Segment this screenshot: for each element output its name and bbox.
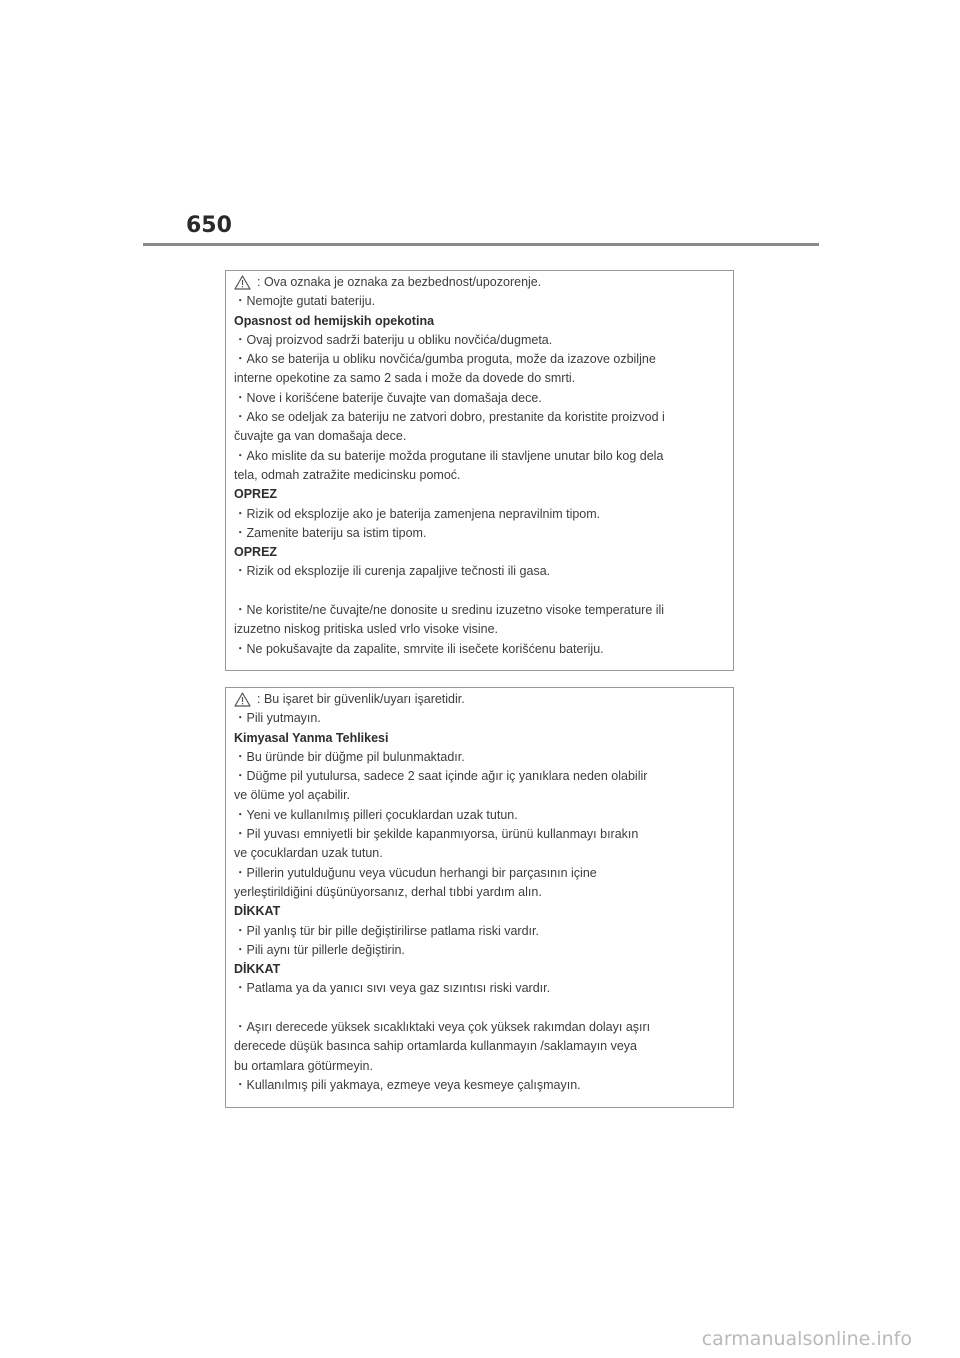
warning-text-line: ve çocuklardan uzak tutun.	[234, 846, 383, 861]
warning-text-line: ・Patlama ya da yanıcı sıvı veya gaz sızıntısı riski vardır.	[234, 981, 551, 996]
warning-text-line: ・Nove i korišćene baterije čuvajte van domašaja dece.	[234, 390, 542, 405]
section-heading: Kimyasal Yanma Tehlikesi	[234, 730, 389, 745]
warning-text-line: ・Pil yuvası emniyetli bir şekilde kapanmıyorsa, ürünü kullanmayı bırakın	[234, 827, 639, 842]
warning-text-line: ・Nemojte gutati bateriju.	[234, 294, 376, 309]
section-heading: OPREZ	[234, 487, 278, 502]
warning-text-line: ・Pili yutmayın.	[234, 711, 321, 726]
warning-text-line: yerleştirildiğini düşünüyorsanız, derhal tıbbi yardım alın.	[234, 884, 542, 899]
battery-warning-box-serbian	[225, 270, 734, 671]
warning-text-line: bu ortamlara götürmeyin.	[234, 1058, 373, 1073]
warning-text-line: ・Bu üründe bir düğme pil bulunmaktadır.	[234, 749, 465, 764]
warning-text-line: ・Ako se odeljak za bateriju ne zatvori dobro, prestanite da koristite proizvod i	[234, 410, 665, 425]
warning-text-line: ・Ako se baterija u obliku novčića/gumba proguta, može da izazove ozbiljne	[234, 352, 656, 367]
warning-legend-text: : Bu işaret bir güvenlik/uyarı işaretidir.	[257, 692, 465, 706]
page-number: 650	[186, 213, 232, 238]
section-heading: Opasnost od hemijskih opekotina	[234, 313, 435, 328]
warning-lines	[234, 292, 725, 659]
warning-text-line: ・Pili aynı tür pillerle değiştirin.	[234, 942, 405, 957]
warning-legend-text: : Ova oznaka je oznaka za bezbednost/upozorenje.	[257, 275, 542, 289]
warning-text-line: ve ölüme yol açabilir.	[234, 788, 351, 803]
warning-legend	[234, 273, 725, 292]
warning-text-line: ・Ne pokušavajte da zapalite, smrvite ili isečete korišćenu bateriju.	[234, 641, 604, 656]
warning-text-line: ・Zamenite bateriju sa istim tipom.	[234, 525, 427, 540]
warning-text-line: ・Rizik od eksplozije ili curenja zapaljive tečnosti ili gasa.	[234, 564, 551, 579]
warning-text-line: ・Ne koristite/ne čuvajte/ne donosite u sredinu izuzetno visoke temperature ili	[234, 603, 665, 618]
warning-text-line: ・Pil yanlış tür bir pille değiştirilirse patlama riski vardır.	[234, 923, 539, 938]
spacer	[234, 582, 725, 601]
warning-text-line: ・Düğme pil yutulursa, sadece 2 saat içinde ağır iç yanıklara neden olabilir	[234, 769, 648, 784]
warning-text-line: čuvajte ga van domašaja dece.	[234, 429, 407, 444]
section-heading: DİKKAT	[234, 962, 281, 977]
warning-text-line: interne opekotine za samo 2 sada i može da dovede do smrti.	[234, 371, 576, 386]
warning-triangle-icon	[234, 692, 251, 707]
warning-text-line: ・Pillerin yutulduğunu veya vücudun herhangi bir parçasının içine	[234, 865, 597, 880]
warning-legend	[234, 690, 725, 709]
warning-text-line: ・Ako mislite da su baterije možda progutane ili stavljene unutar bilo kog dela	[234, 448, 664, 463]
warning-text-line: ・Rizik od eksplozije ako je baterija zamenjena nepravilnim tipom.	[234, 506, 601, 521]
warning-text-line: izuzetno niskog pritiska usled vrlo visoke visine.	[234, 622, 499, 637]
battery-warning-box-turkish	[225, 687, 734, 1108]
warning-text-line: ・Aşırı derecede yüksek sıcaklıktaki veya çok yüksek rakımdan dolayı aşırı	[234, 1020, 651, 1035]
warning-text-line: tela, odmah zatražite medicinsku pomoć.	[234, 467, 461, 482]
watermark: carmanualsonline.info	[701, 1328, 912, 1350]
warning-text-line: derecede düşük basınca sahip ortamlarda kullanmayın /saklamayın veya	[234, 1039, 637, 1054]
warning-triangle-icon	[234, 275, 251, 290]
warning-lines	[234, 709, 725, 1095]
warning-text-line: ・Ovaj proizvod sadrži bateriju u obliku novčića/dugmeta.	[234, 332, 553, 347]
warning-text-line: ・Kullanılmış pili yakmaya, ezmeye veya kesmeye çalışmayın.	[234, 1077, 581, 1092]
section-heading: DİKKAT	[234, 904, 281, 919]
header-rule	[143, 243, 819, 246]
spacer	[234, 999, 725, 1018]
section-heading: OPREZ	[234, 545, 278, 560]
warning-text-line: ・Yeni ve kullanılmış pilleri çocuklardan uzak tutun.	[234, 807, 518, 822]
